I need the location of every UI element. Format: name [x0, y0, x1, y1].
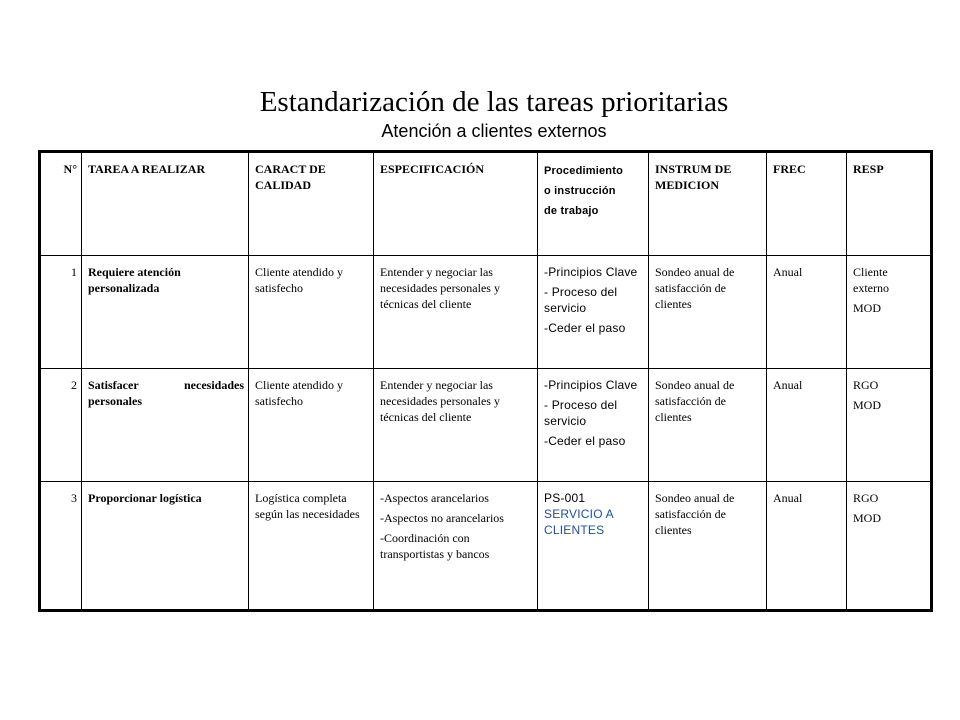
- cell-frec: Anual: [767, 482, 847, 611]
- table-header-row: [40, 152, 932, 256]
- header-num: N°: [40, 152, 82, 256]
- cell-especificacion: Entender y negociar las necesidades personales y técnicas del cliente: [374, 369, 538, 482]
- header-frec: FREC: [767, 152, 847, 256]
- spec-item: -Coordinación con transportistas y bancos: [380, 531, 490, 561]
- cell-num: 1: [40, 256, 82, 369]
- cell-instrum: Sondeo anual de satisfacción de clientes: [649, 482, 767, 611]
- cell-especificacion: [374, 482, 538, 611]
- table-row: [40, 482, 932, 611]
- header-procedimiento-line-1: Procedimiento: [544, 165, 624, 177]
- header-resp: RESP: [847, 152, 932, 256]
- proc-code: PS-001: [544, 491, 586, 505]
- proc-item: -Principios Clave: [544, 378, 638, 392]
- cell-caract: Logística completa según las necesidades: [249, 482, 374, 611]
- resp-item: MOD: [853, 398, 882, 412]
- proc-item: - Proceso del servicio: [544, 398, 618, 428]
- cell-resp: [847, 369, 932, 482]
- cell-tarea: Requiere atención personalizada: [82, 256, 249, 369]
- spec-item: -Aspectos arancelarios: [380, 491, 489, 505]
- header-especificacion: ESPECIFICACIÓN: [374, 152, 538, 256]
- header-caract: CARACT DE CALIDAD: [249, 152, 374, 256]
- cell-instrum: Sondeo anual de satisfacción de clientes: [649, 369, 767, 482]
- resp-item: Cliente externo: [853, 265, 889, 295]
- cell-procedimiento: [538, 482, 649, 611]
- cell-procedimiento: [538, 256, 649, 369]
- cell-frec: Anual: [767, 256, 847, 369]
- cell-resp: [847, 482, 932, 611]
- cell-frec: Anual: [767, 369, 847, 482]
- proc-link[interactable]: SERVICIO A CLIENTES: [544, 507, 614, 537]
- spec-item: -Aspectos no arancelarios: [380, 511, 504, 525]
- header-tarea: TAREA A REALIZAR: [82, 152, 249, 256]
- header-instrum: INSTRUM DE MEDICION: [649, 152, 767, 256]
- cell-num: 3: [40, 482, 82, 611]
- resp-item: RGO: [853, 378, 879, 392]
- cell-tarea: Satisfacer necesidades personales: [82, 369, 249, 482]
- page-subtitle: Atención a clientes externos: [381, 121, 607, 141]
- page-title: Estandarización de las tareas prioritarias: [259, 86, 729, 118]
- header-procedimiento: [538, 152, 649, 256]
- table-row: [40, 369, 932, 482]
- proc-item: -Ceder el paso: [544, 434, 626, 448]
- header-procedimiento-line-2: o instrucción: [544, 185, 616, 197]
- proc-item: - Proceso del servicio: [544, 285, 618, 315]
- cell-caract: Cliente atendido y satisfecho: [249, 369, 374, 482]
- header-procedimiento-line-3: de trabajo: [544, 205, 599, 217]
- proc-item: -Principios Clave: [544, 265, 638, 279]
- cell-tarea: Proporcionar logística: [82, 482, 249, 611]
- proc-item: -Ceder el paso: [544, 321, 626, 335]
- cell-caract: Cliente atendido y satisfecho: [249, 256, 374, 369]
- cell-instrum: Sondeo anual de satisfacción de clientes: [649, 256, 767, 369]
- cell-especificacion: Entender y negociar las necesidades personales y técnicas del cliente: [374, 256, 538, 369]
- cell-num: 2: [40, 369, 82, 482]
- cell-procedimiento: [538, 369, 649, 482]
- cell-resp: [847, 256, 932, 369]
- resp-item: MOD: [853, 301, 882, 315]
- tasks-table: [38, 150, 933, 612]
- resp-item: MOD: [853, 511, 882, 525]
- table-row: [40, 256, 932, 369]
- resp-item: RGO: [853, 491, 879, 505]
